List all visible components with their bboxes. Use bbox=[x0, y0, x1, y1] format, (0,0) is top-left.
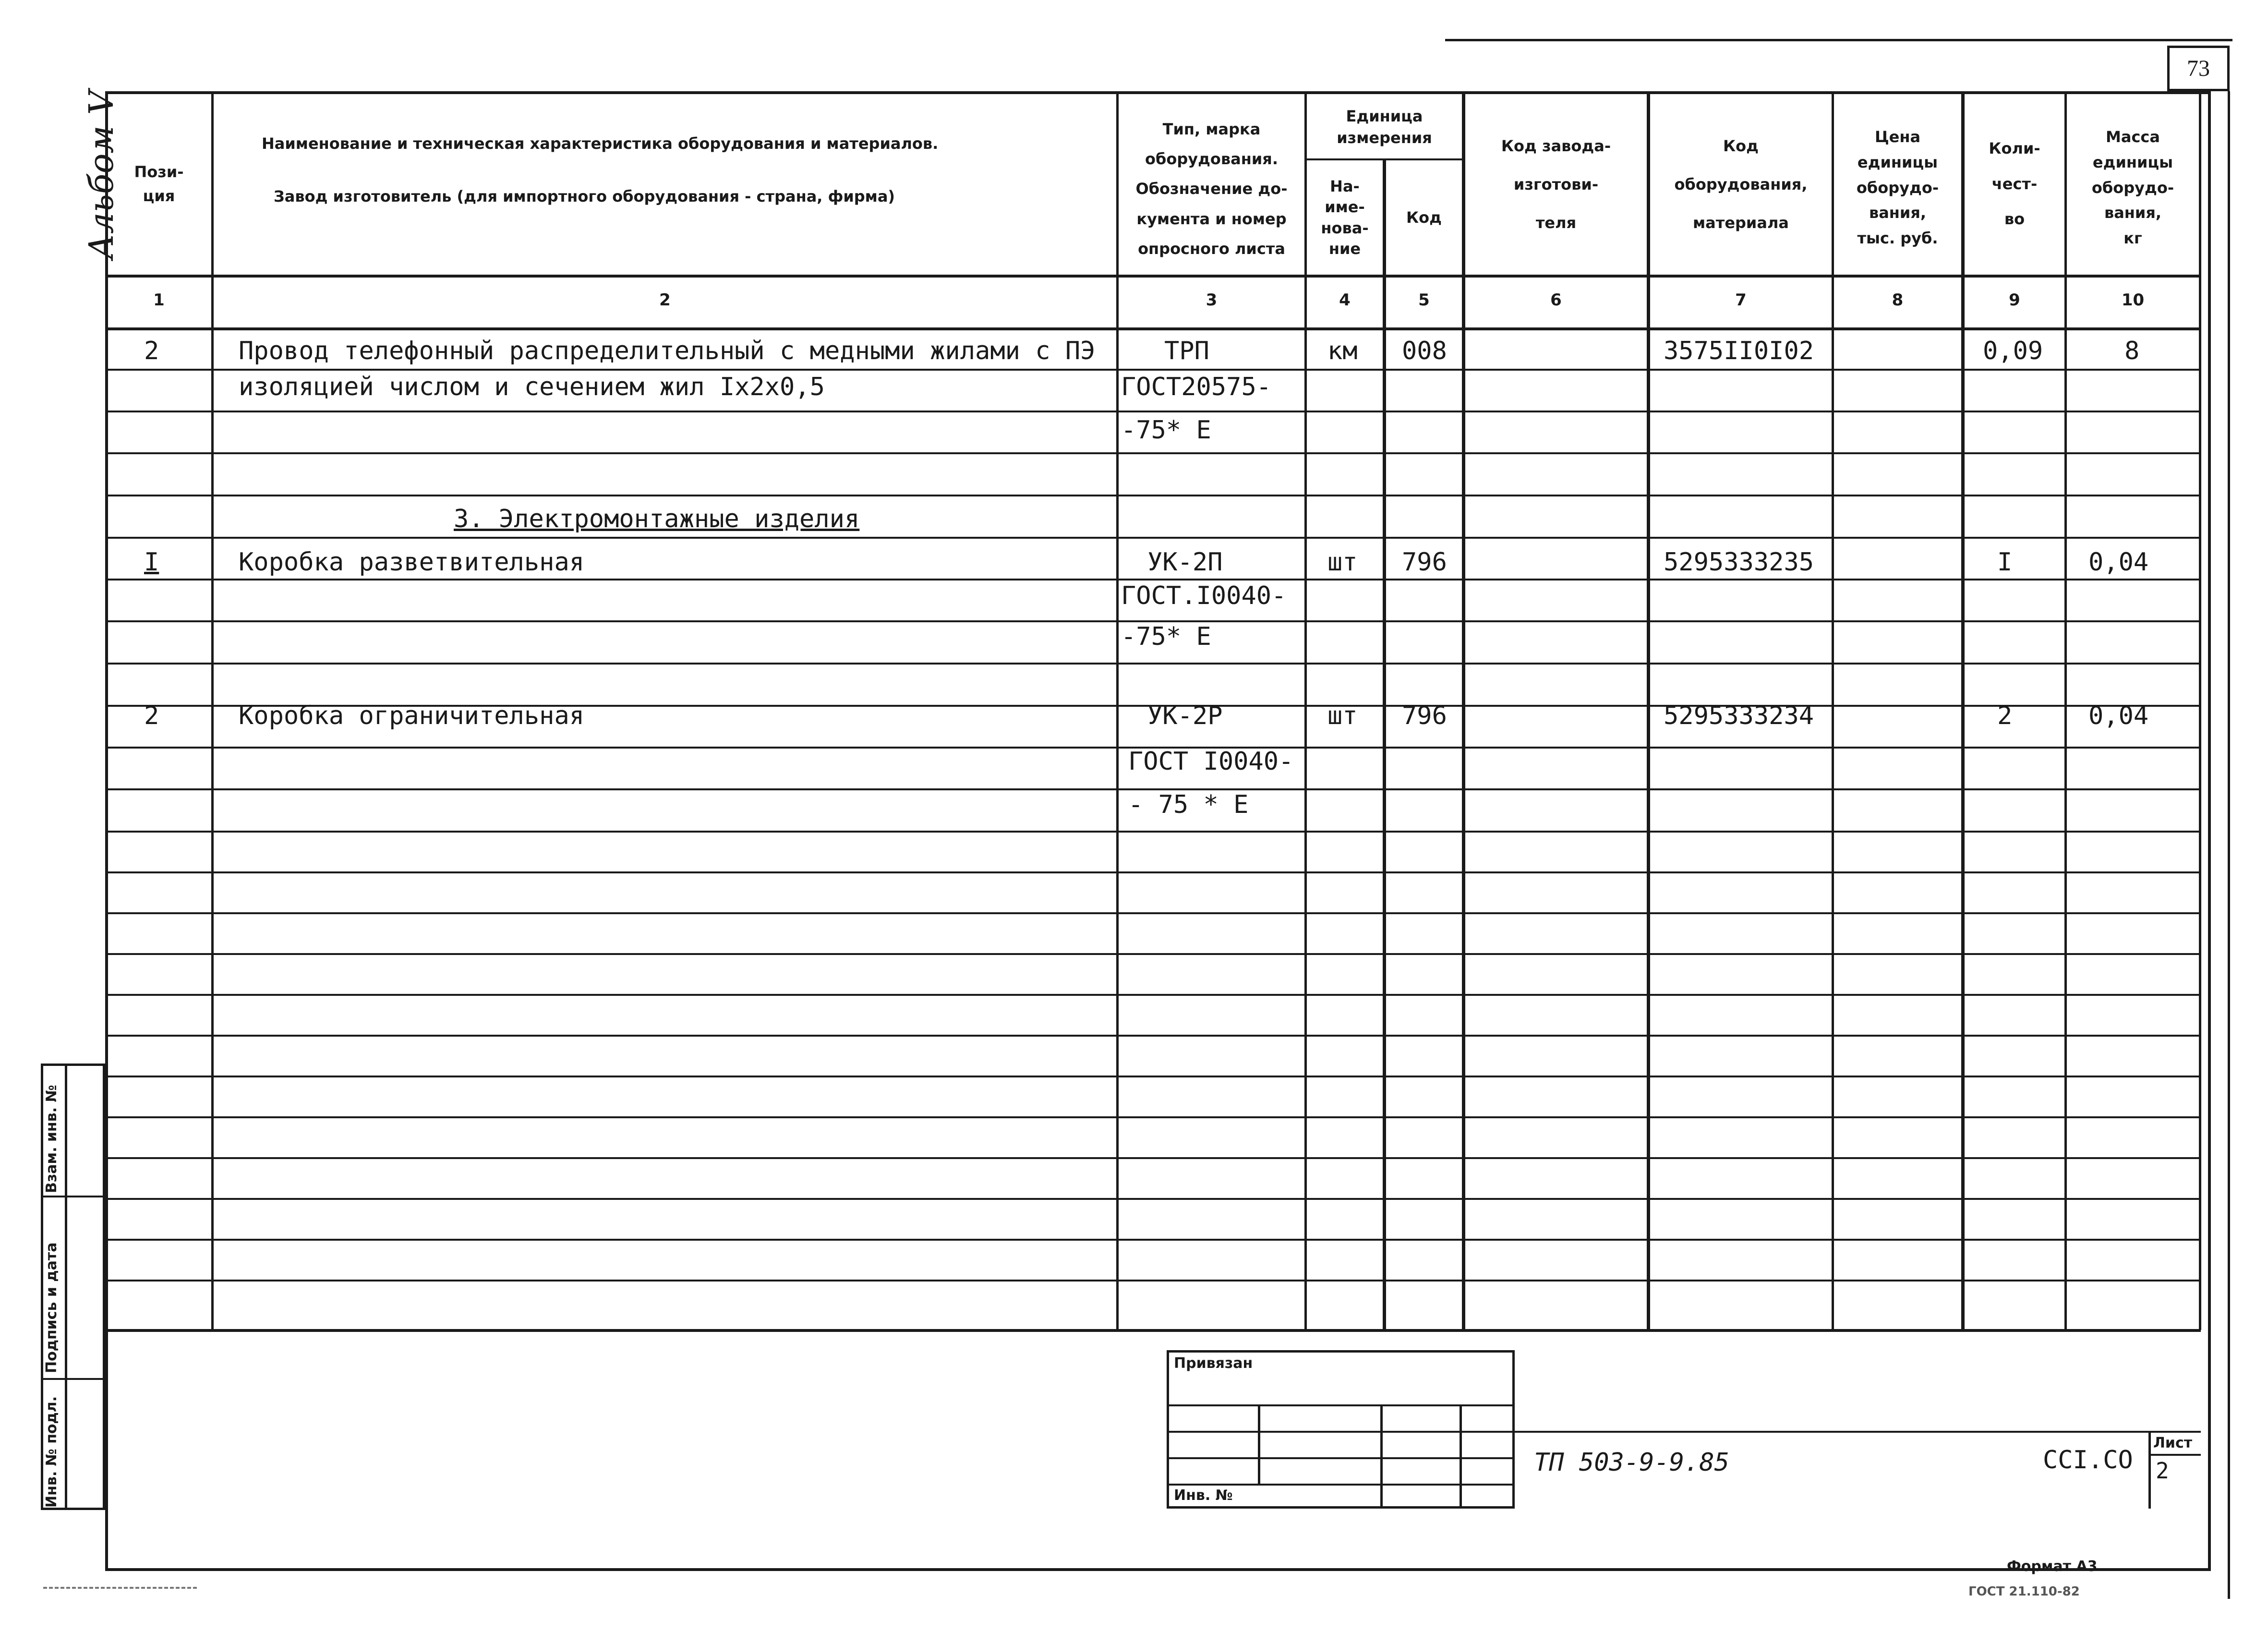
row-rule bbox=[105, 994, 2201, 996]
col-number-5: 5 bbox=[1418, 290, 1430, 310]
row2-mass: 0,04 bbox=[2088, 548, 2149, 577]
col-number-6: 6 bbox=[1550, 290, 1562, 310]
row-rule bbox=[105, 411, 2201, 412]
section-heading bbox=[454, 507, 859, 532]
doc-strip-divider bbox=[2148, 1431, 2151, 1509]
row1-type-line1: ТРП bbox=[1164, 337, 1209, 365]
row2-type-line1: УК-2П bbox=[1147, 548, 1223, 577]
row1-unit: км bbox=[1327, 337, 1358, 365]
row-rule bbox=[105, 912, 2201, 914]
row2-name-line1: Коробка разветвительная bbox=[239, 548, 585, 577]
row1-type-line3: -75* Е bbox=[1121, 416, 1211, 445]
row3-type-line3: - 75 * Е bbox=[1128, 790, 1249, 819]
row3-name-line1: Коробка ограничительная bbox=[239, 701, 585, 730]
privyazan-divider bbox=[1380, 1404, 1383, 1509]
side-stamp-divider bbox=[65, 1064, 67, 1510]
unit-group-rule bbox=[1304, 158, 1462, 160]
header-col9: Коли- чест- во bbox=[1989, 139, 2040, 229]
row1-unit-code: 008 bbox=[1402, 337, 1447, 365]
row-rule bbox=[105, 495, 2201, 496]
page-number: 73 bbox=[2167, 46, 2230, 91]
row-rule bbox=[105, 871, 2201, 873]
col-number-1: 1 bbox=[153, 290, 165, 310]
table-bottom-rule bbox=[105, 1329, 2201, 1332]
privyazan-rule bbox=[1167, 1404, 1515, 1406]
row1-name-line1: Провод телефонный распределительный с медными жилами с ПЭ bbox=[239, 337, 1096, 365]
number-row-rule bbox=[105, 327, 2201, 330]
side-inv-vzam: Взам. инв. № bbox=[43, 1085, 60, 1193]
doc-strip-rule bbox=[1515, 1431, 2201, 1433]
row-rule bbox=[105, 1239, 2201, 1241]
row1-qty: 0,09 bbox=[1983, 337, 2043, 365]
inv-no-label: Инв. № bbox=[1174, 1487, 1233, 1504]
privyazan-divider bbox=[1258, 1404, 1260, 1484]
side-stamp-rule bbox=[41, 1378, 105, 1380]
list-label: Лист bbox=[2153, 1435, 2193, 1451]
side-stamp-rule bbox=[41, 1196, 105, 1197]
privyazan-rule bbox=[1167, 1431, 1515, 1433]
row3-type-line1: УК-2Р bbox=[1147, 701, 1223, 730]
section-heading-text: 3. Электромонтажные изделия bbox=[454, 505, 860, 533]
header-unit-group: Единица измерения bbox=[1337, 107, 1432, 147]
row2-unit-code: 796 bbox=[1402, 548, 1447, 577]
side-inv-podl: Инв. № подл. bbox=[43, 1396, 60, 1508]
row3-unit-code: 796 bbox=[1402, 701, 1447, 730]
col-number-8: 8 bbox=[1892, 290, 1904, 310]
top-rule bbox=[1445, 39, 2232, 41]
row-rule bbox=[105, 663, 2201, 665]
header-col7: Код оборудования, материала bbox=[1674, 136, 1808, 232]
privyazan-rule bbox=[1167, 1457, 1515, 1459]
row-rule bbox=[105, 579, 2201, 580]
row3-qty: 2 bbox=[1997, 701, 2013, 730]
col-number-10: 10 bbox=[2121, 290, 2145, 310]
footer-scan-mark bbox=[43, 1587, 197, 1589]
col-number-7: 7 bbox=[1735, 290, 1747, 310]
row2-type-line2: ГОСТ.I0040- bbox=[1121, 581, 1287, 610]
row2-type-line3: -75* Е bbox=[1121, 622, 1211, 651]
privyazan-label: Привязан bbox=[1174, 1355, 1253, 1372]
row2-pos: I bbox=[144, 548, 159, 577]
header-col3: Тип, марка оборудования. Обозначение до- кумента и номер опросного листа bbox=[1135, 120, 1288, 258]
header-col5: Код bbox=[1406, 208, 1442, 227]
row1-equip-code: 3575II0I02 bbox=[1664, 337, 1814, 365]
row1-name-line2: изоляцией числом и сечением жил Iх2х0,5 bbox=[239, 373, 825, 401]
format-label: Формат А3 bbox=[2007, 1558, 2098, 1575]
row-rule bbox=[105, 1198, 2201, 1200]
row-rule bbox=[105, 537, 2201, 539]
row-rule bbox=[105, 831, 2201, 833]
col-number-4: 4 bbox=[1339, 290, 1351, 310]
row1-type-line2: ГОСТ20575- bbox=[1121, 373, 1272, 401]
header-col8: Цена единицы оборудо- вания, тыс. руб. bbox=[1856, 128, 1939, 248]
header-col10: Масса единицы оборудо- вания, кг bbox=[2091, 128, 2174, 248]
row-rule bbox=[105, 452, 2201, 454]
list-rule bbox=[2148, 1454, 2201, 1456]
header-col1: Пози- ция bbox=[134, 162, 184, 205]
row-rule bbox=[105, 1076, 2201, 1077]
header-col6: Код завода- изготови- теля bbox=[1501, 136, 1611, 232]
row3-unit: шт bbox=[1327, 701, 1358, 730]
right-edge-rule bbox=[2228, 91, 2230, 1599]
header-col2-line1: Наименование и техническая характеристика оборудования и материалов. bbox=[262, 134, 939, 153]
row-rule bbox=[105, 1157, 2201, 1159]
row-rule bbox=[105, 369, 2201, 371]
row-rule bbox=[105, 1116, 2201, 1118]
row3-type-line2: ГОСТ I0040- bbox=[1128, 747, 1294, 776]
row2-equip-code: 5295333235 bbox=[1664, 548, 1814, 577]
album-label: Альбом V bbox=[82, 90, 121, 259]
row3-equip-code: 5295333234 bbox=[1664, 701, 1814, 730]
privyazan-divider bbox=[1460, 1404, 1462, 1509]
col-number-2: 2 bbox=[659, 290, 671, 310]
row3-mass: 0,04 bbox=[2088, 701, 2149, 730]
col-number-9: 9 bbox=[2009, 290, 2020, 310]
row2-qty: I bbox=[1997, 548, 2013, 577]
col-divider-4 bbox=[1383, 158, 1386, 1330]
row1-pos: 2 bbox=[144, 337, 159, 365]
header-col2-line2: Завод изготовитель (для импортного оборудования - страна, фирма) bbox=[274, 187, 895, 206]
row-rule bbox=[105, 1280, 2201, 1281]
header-col4: На- име- нова- ние bbox=[1321, 177, 1369, 258]
sheet-code: ССI.СО bbox=[2043, 1446, 2133, 1475]
side-sign-date: Подпись и дата bbox=[43, 1242, 60, 1373]
row-rule bbox=[105, 953, 2201, 955]
list-number: 2 bbox=[2156, 1458, 2169, 1484]
privyazan-rule bbox=[1167, 1484, 1515, 1486]
row1-mass: 8 bbox=[2124, 337, 2140, 365]
col-number-3: 3 bbox=[1206, 290, 1218, 310]
row-rule bbox=[105, 1035, 2201, 1037]
doc-code: ТП 503-9-9.85 bbox=[1534, 1448, 1729, 1477]
row2-unit: шт bbox=[1327, 548, 1358, 577]
header-rule bbox=[105, 275, 2201, 278]
gost-label: ГОСТ 21.110-82 bbox=[1968, 1584, 2080, 1599]
row3-pos: 2 bbox=[144, 701, 159, 730]
